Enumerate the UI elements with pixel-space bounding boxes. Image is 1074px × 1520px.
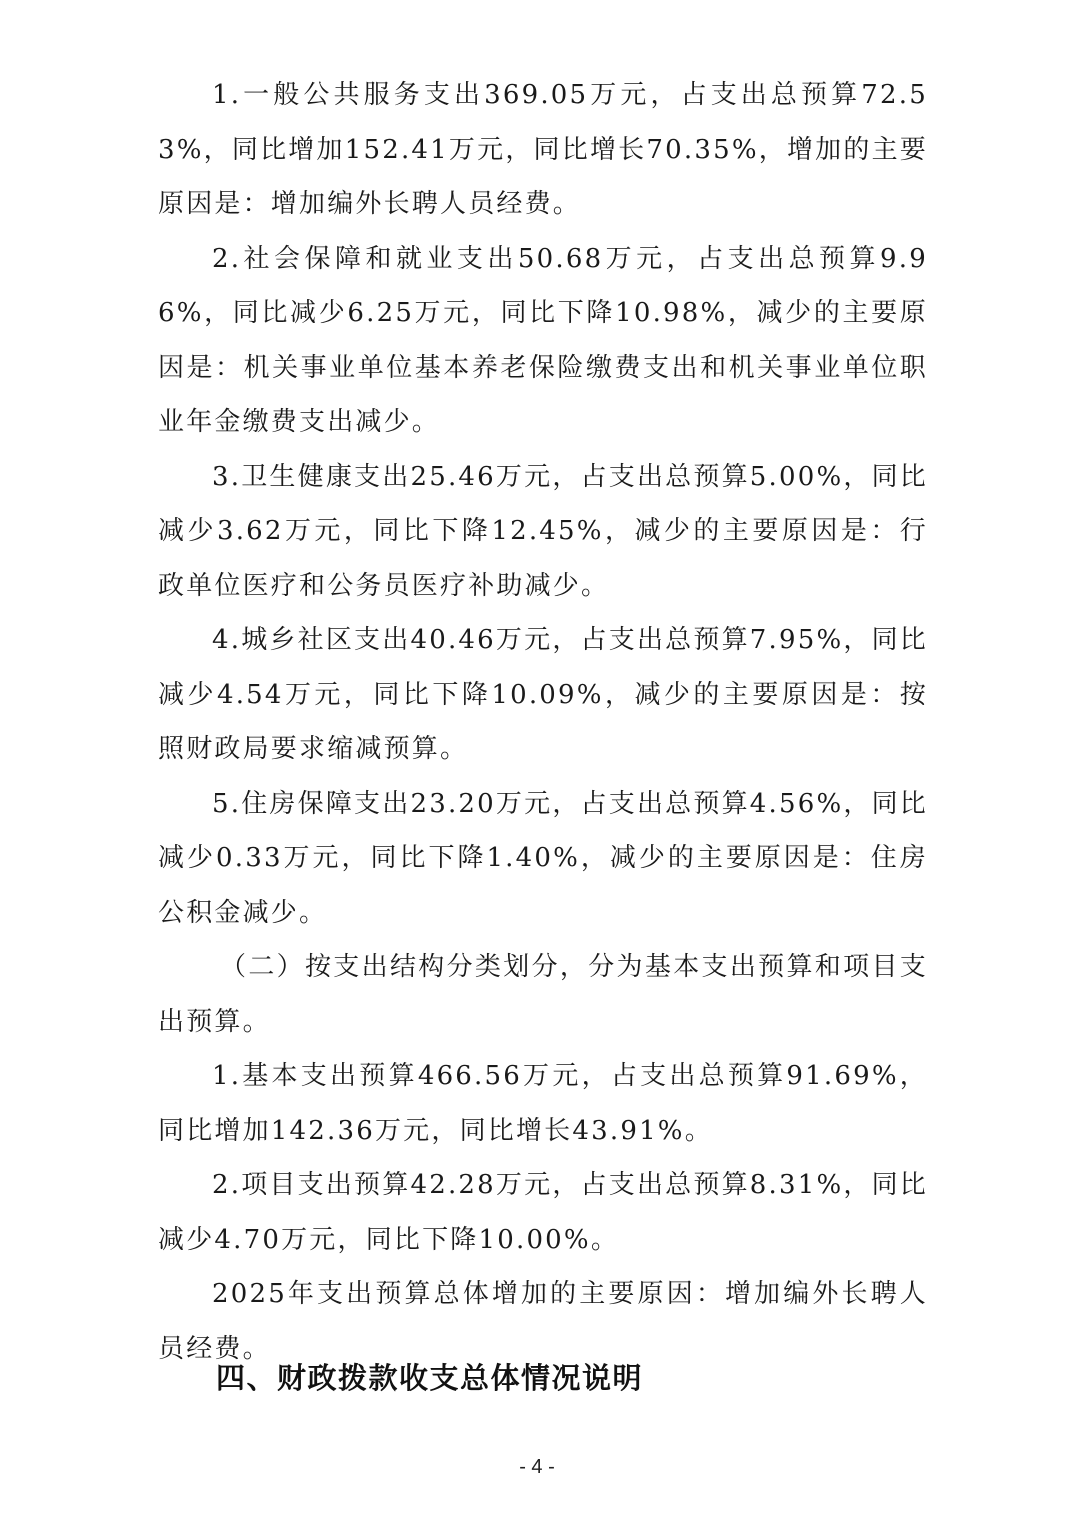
paragraph-social-security: 2.社会保障和就业支出50.68万元，占支出总预算9.96%，同比减少6.25万元，同比下降10.98%，减少的主要原因是：机关事业单位基本养老保险缴费支出和机关事业单位职业年金缴费支出减少。 — [158, 243, 928, 437]
paragraph-urban-rural-community: 4.城乡社区支出40.46万元，占支出总预算7.95%，同比减少4.54万元，同比下降10.09%，减少的主要原因是：按照财政局要求缩减预算。 — [158, 625, 928, 764]
paragraph-basic-expenditure: 1.基本支出预算466.56万元，占支出总预算91.69%，同比增加142.36万元，同比增长43.91%。 — [158, 1061, 928, 1146]
body-text — [158, 68, 928, 1376]
paragraph-general-public-services: 1.一般公共服务支出369.05万元，占支出总预算72.53%，同比增加152.41万元，同比增长70.35%，增加的主要原因是：增加编外长聘人员经费。 — [158, 80, 928, 219]
section-heading: 四、财政拨款收支总体情况说明 — [216, 1361, 644, 1395]
paragraph-expenditure-structure: （二）按支出结构分类划分，分为基本支出预算和项目支出预算。 — [158, 952, 928, 1037]
paragraph-project-expenditure: 2.项目支出预算42.28万元，占支出总预算8.31%，同比减少4.70万元，同比下降10.00%。 — [158, 1170, 928, 1255]
paragraph-housing-security: 5.住房保障支出23.20万元，占支出总预算4.56%，同比减少0.33万元，同比下降1.40%，减少的主要原因是：住房公积金减少。 — [158, 788, 928, 928]
paragraph-health: 3.卫生健康支出25.46万元，占支出总预算5.00%，同比减少3.62万元，同比下降12.45%，减少的主要原因是：行政单位医疗和公务员医疗补助减少。 — [158, 461, 928, 601]
page-number: - 4 - — [519, 1456, 555, 1478]
paragraph-overall-increase-reason: 2025年支出预算总体增加的主要原因：增加编外长聘人员经费。 — [158, 1279, 928, 1364]
